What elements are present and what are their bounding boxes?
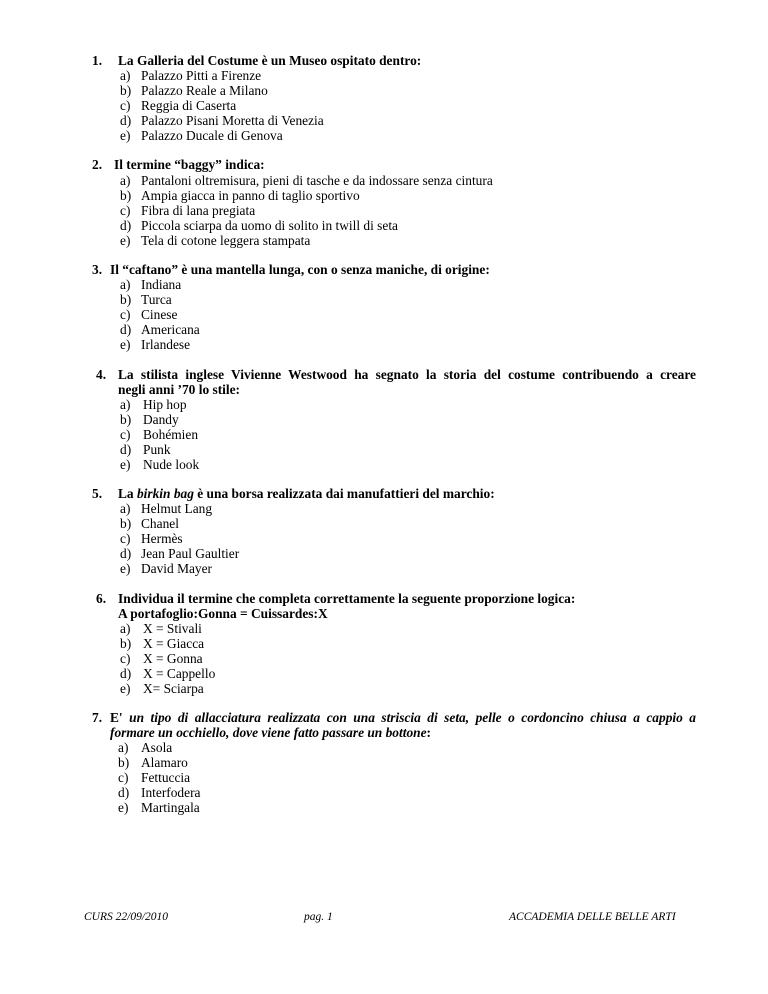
option-text: Irlandese [141,337,191,352]
option-text: Palazzo Reale a Milano [141,83,268,98]
option-text: X = Cappello [143,666,216,681]
option-letter: c) [120,307,131,322]
question-text-pre: La [118,486,137,501]
question-number: 6. [96,591,107,606]
question-text-italic: formare un occhiello, dove viene fatto passare un bottone [110,725,427,740]
question-text: La stilista inglese Vivienne Westwood ha segnato la storia del costume contribuendo a creare [118,367,696,382]
footer-left: CURS 22/09/2010 [84,911,169,923]
option-text: Cinese [141,307,178,322]
option-letter: e) [120,681,131,696]
option-text: Punk [143,442,171,457]
option-letter: c) [120,651,131,666]
option-text: Alamaro [141,755,188,770]
question-text-pre: E' [110,710,123,725]
option-text: Indiana [141,277,182,292]
option-text: Fibra di lana pregiata [141,203,256,218]
option-text: David Mayer [141,561,213,576]
option-letter: a) [120,397,131,412]
option-letter: b) [120,636,132,651]
option-text: X= Sciarpa [143,681,204,696]
option-letter: b) [120,83,132,98]
option-letter: b) [118,755,130,770]
option-letter: b) [120,292,132,307]
option-text: Piccola sciarpa da uomo di solito in twill di seta [141,218,398,233]
option-letter: d) [120,666,132,681]
option-letter: a) [120,501,131,516]
question-text-italic: birkin bag [136,486,194,501]
question-number: 4. [96,367,107,382]
option-text: Asola [141,740,173,755]
question-text [110,710,696,725]
question-text: Il termine “baggy” indica: [114,157,265,172]
option-text: Reggia di Caserta [141,98,237,113]
question-text: Il “caftano” è una mantella lunga, con o senza maniche, di origine: [110,262,490,277]
option-text: Palazzo Pitti a Firenze [141,68,262,83]
option-text: Helmut Lang [141,501,213,516]
question-number: 3. [92,262,103,277]
option-text: X = Giacca [143,636,205,651]
option-text: Turca [141,292,172,307]
option-letter: d) [120,442,132,457]
option-text: Hermès [141,531,183,546]
option-text: Palazzo Pisani Moretta di Venezia [141,113,324,128]
option-letter: d) [120,218,132,233]
option-text: Fettuccia [141,770,191,785]
option-letter: d) [118,785,130,800]
option-letter: b) [120,188,132,203]
option-letter: b) [120,412,132,427]
question-text [118,486,495,501]
option-letter: c) [118,770,129,785]
question-number: 1. [92,53,103,68]
option-text: Americana [141,322,200,337]
question-text: A portafoglio:Gonna = Cuissardes:X [118,606,328,621]
option-text: Chanel [141,516,179,531]
option-text: X = Stivali [143,621,202,636]
option-letter: e) [120,128,131,143]
option-letter: a) [120,173,131,188]
question-number: 5. [92,486,103,501]
option-letter: c) [120,203,131,218]
option-letter: c) [120,531,131,546]
option-text: Bohémien [143,427,199,442]
option-letter: d) [120,113,132,128]
question-text-italic: un tipo di allacciatura realizzata con una striscia di seta, pelle o cordoncino chiusa a cappio a [122,710,696,725]
option-letter: c) [120,427,131,442]
question-text: La Galleria del Costume è un Museo ospitato dentro: [118,53,422,68]
option-letter: a) [120,621,131,636]
option-letter: e) [118,800,129,815]
page-number: pag. 1 [304,911,333,923]
option-text: Palazzo Ducale di Genova [141,128,283,143]
option-letter: a) [120,68,131,83]
option-letter: e) [120,233,131,248]
option-letter: d) [120,322,132,337]
option-letter: e) [120,561,131,576]
question-text: negli anni ’70 lo stile: [118,382,241,397]
option-letter: c) [120,98,131,113]
option-text: Jean Paul Gaultier [141,546,240,561]
option-letter: a) [118,740,129,755]
footer-right: ACCADEMIA DELLE BELLE ARTI [509,911,676,923]
option-text: Dandy [143,412,179,427]
option-text: Martingala [141,800,200,815]
option-text: Hip hop [143,397,187,412]
option-letter: b) [120,516,132,531]
question-text: Individua il termine che completa correttamente la seguente proporzione logica: [118,591,576,606]
option-text: Pantaloni oltremisura, pieni di tasche e da indossare senza cintura [141,173,493,188]
question-number: 2. [92,157,103,172]
question-text [110,725,431,740]
option-text: Nude look [143,457,200,472]
option-letter: a) [120,277,131,292]
question-number: 7. [92,710,103,725]
option-letter: e) [120,457,131,472]
option-letter: d) [120,546,132,561]
option-text: Tela di cotone leggera stampata [141,233,311,248]
question-text-post: è una borsa realizzata dai manufattieri del marchio: [193,486,495,501]
option-text: Ampia giacca in panno di taglio sportivo [141,188,360,203]
option-text: X = Gonna [143,651,203,666]
question-text-post: : [426,725,431,740]
option-letter: e) [120,337,131,352]
option-text: Interfodera [141,785,201,800]
